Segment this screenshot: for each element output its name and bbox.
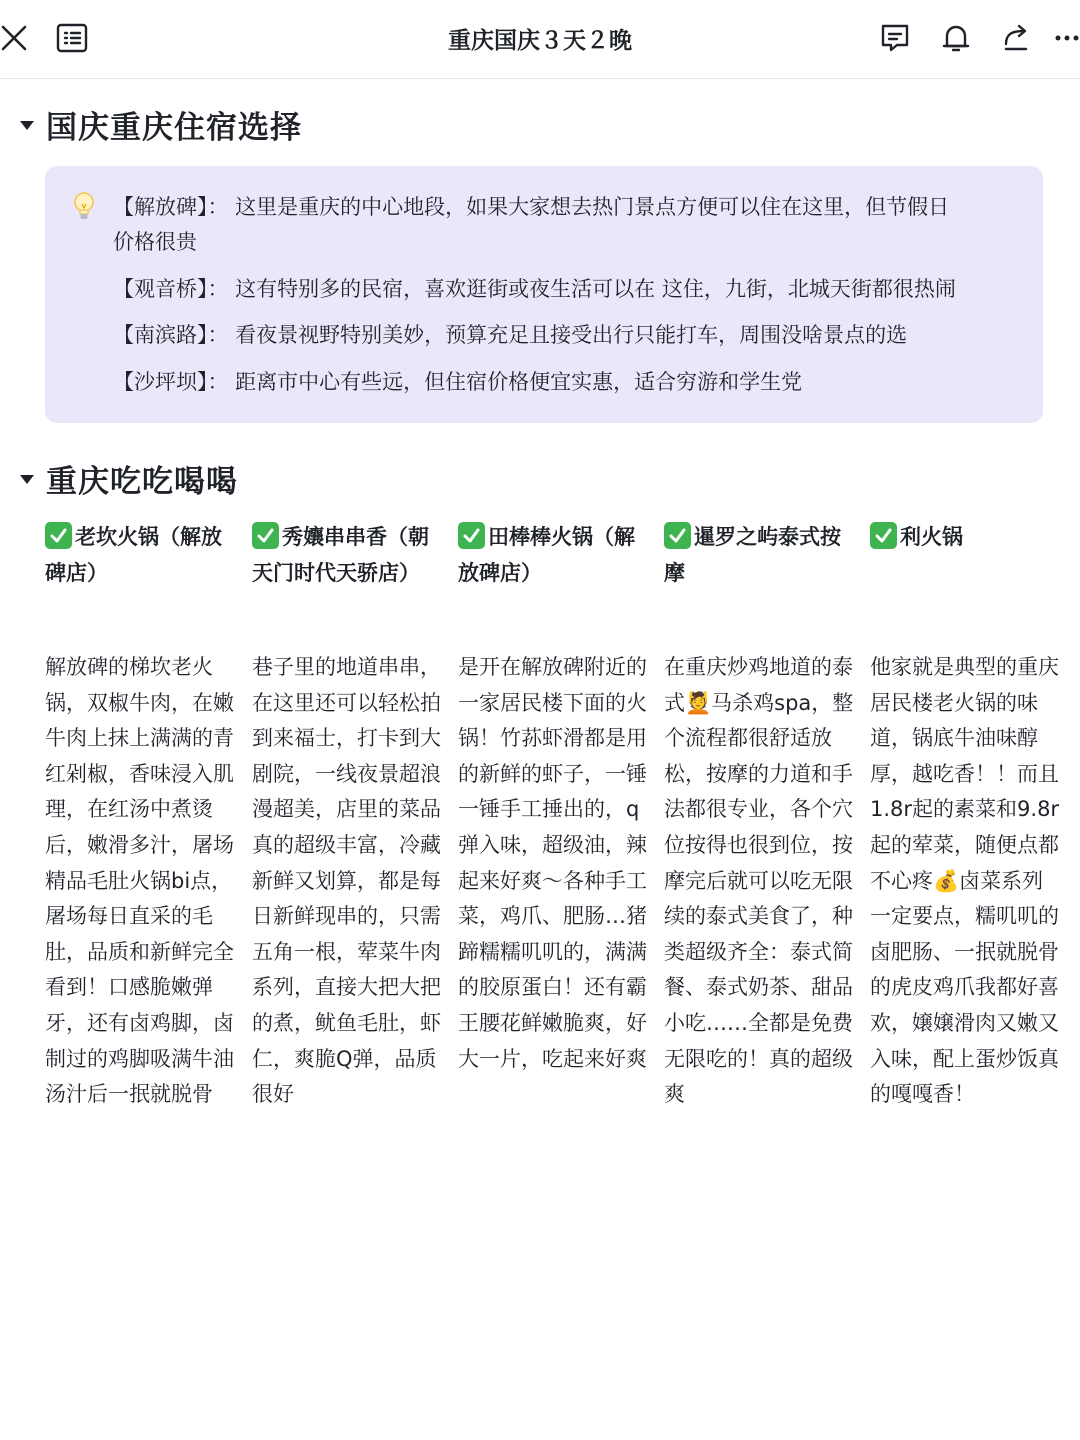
check-icon [45,522,72,549]
callout-line: 【观音桥】： 这有特别多的民宿，喜欢逛街或夜生活可以在 这住，九街，北城天街都很热闹 [113,277,956,301]
section-title: 国庆重庆住宿选择 [46,110,302,146]
section-heading-food[interactable] [20,456,238,501]
restaurant-column [252,520,444,1107]
restaurant-description: 他家就是典型的重庆居民楼老火锅的味道，锅底牛油味醇厚，越吃香！！而且1.8r起的素菜和9.8r起的荤菜，随便点都不心疼💰卤菜系列一定要点，糯叽叽的卤肥肠、一抿就脱骨的虎皮鸡爪我都好喜欢，嬢嬢滑肉又嫩又入味，配上蛋炒饭真的嘎嘎香！ [870,655,1060,1107]
check-icon [870,522,897,549]
restaurant-description: 在重庆炒鸡地道的泰式💆马杀鸡spa，整个流程都很舒适放松，按摩的力道和手法都很专业，各个穴位按得也很到位，按摩完后就可以吃无限续的泰式美食了，种类超级齐全：泰式简餐、泰式奶茶、甜品小吃……全都是免费无限吃的！真的超级爽 [664,655,854,1107]
restaurant-name: 田棒棒火锅（解放碑店） [458,520,650,591]
check-icon [252,522,279,549]
restaurant-description: 解放碑的梯坎老火锅，双椒牛肉，在嫩牛肉上抹上满满的青红剁椒，香味浸入肌理，在红汤中煮烫后，嫩滑多汁，屠场精品毛肚火锅bi点，屠场每日直采的毛肚，品质和新鲜完全看到！口感脆嫩弹牙，还有卤鸡脚，卤制过的鸡脚吸满牛油汤汁后一抿就脱骨 [45,655,234,1107]
comment-icon[interactable] [873,16,917,60]
collapse-triangle-icon[interactable] [20,475,34,484]
restaurant-description: 巷子里的地道串串，在这里还可以轻松拍到来福士，打卡到大剧院，一线夜景超浪漫超美，店里的菜品真的超级丰富，冷藏新鲜又划算，都是每日新鲜现串的，只需五角一根，荤菜牛肉系列，直接大把大把的煮，鱿鱼毛肚，虾仁，爽脆Q弹，品质很好 [252,655,441,1107]
lightbulb-icon [73,192,95,226]
restaurant-column [458,520,650,1071]
restaurant-name: 暹罗之屿泰式按摩 [664,520,856,591]
restaurant-name: 老坎火锅（解放碑店） [45,520,237,591]
section-title: 重庆吃吃喝喝 [46,464,238,500]
restaurant-name: 利火锅 [870,520,1062,556]
restaurant-column [45,520,237,1107]
restaurant-description: 是开在解放碑附近的一家居民楼下面的火锅！竹荪虾滑都是用的新鲜的虾子，一锤一锤手工捶出的，q弹入味，超级油，辣起来好爽～各种手工菜，鸡爪、肥肠…猪蹄糯糯叽叽的，满满的胶原蛋白！还有霸王腰花鲜嫩脆爽，好大一片，吃起来好爽 [458,655,647,1071]
check-icon [458,522,485,549]
section-heading-lodging[interactable] [20,102,302,147]
restaurant-column [664,520,856,1107]
callout-line: 【南滨路】： 看夜景视野特别美妙，预算充足且接受出行只能打车，周围没啥景点的选 [113,323,908,347]
restaurant-name: 秀孃串串香（朝天门时代天骄店） [252,520,444,591]
restaurant-column [870,520,1062,1107]
callout-line: 【解放碑】： 这里是重庆的中心地段，如果大家想去热门景点方便可以住在这里，但节假日 [113,195,950,219]
document-title: 重庆国庆３天２晚 [448,28,632,54]
callout-line: 【沙坪坝】： 距离市中心有些远，但住宿价格便宜实惠，适合穷游和学生党 [113,370,803,394]
callout-line: 价格很贵 [113,230,197,254]
top-bar [0,0,1080,79]
share-icon[interactable] [994,16,1038,60]
more-icon[interactable] [1052,16,1080,60]
check-icon [664,522,691,549]
collapse-triangle-icon[interactable] [20,121,34,130]
bell-icon[interactable] [934,16,978,60]
lodging-callout [45,166,1043,423]
